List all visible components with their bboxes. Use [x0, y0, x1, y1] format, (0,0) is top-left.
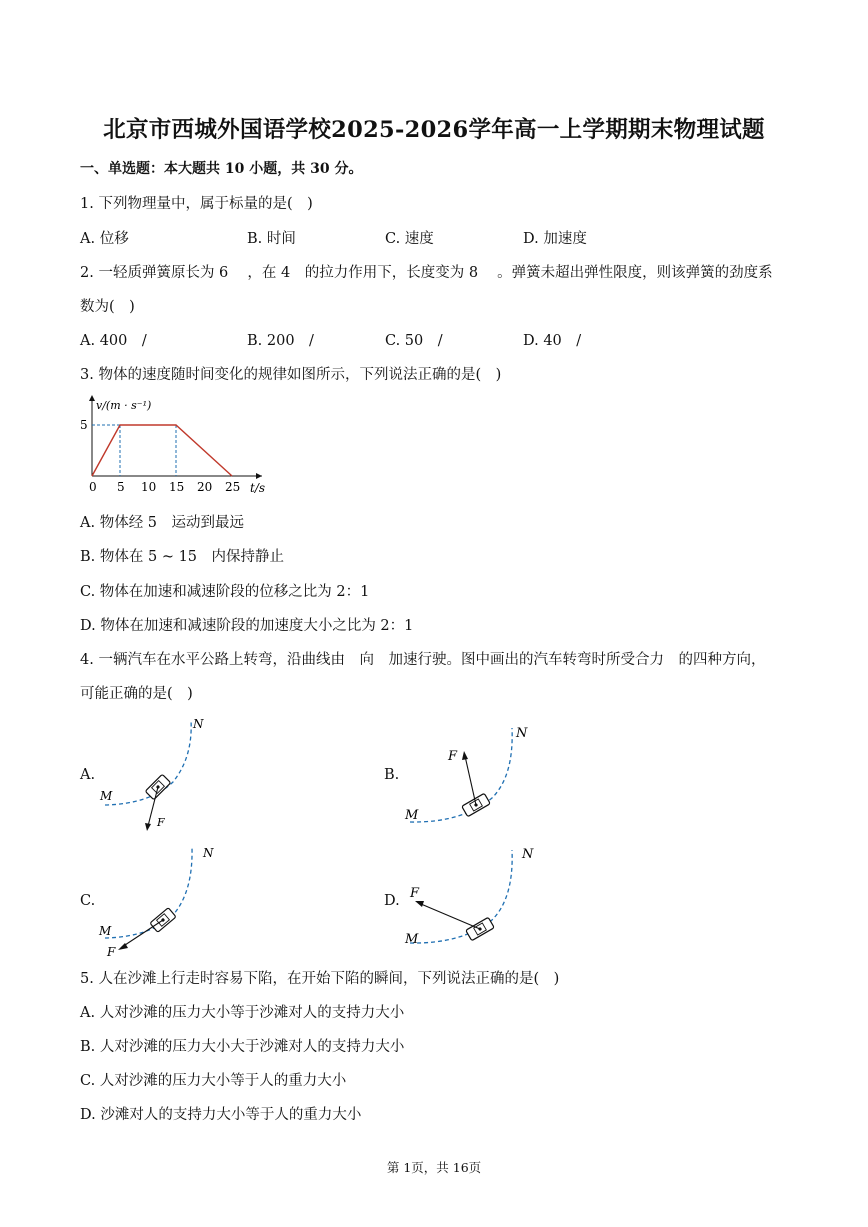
- label-f: F: [410, 886, 420, 901]
- x-tick-label: 0: [89, 480, 97, 494]
- question-2-stem-line1: 2. 一轻质弹簧原长为 6 ，在 4 的拉力作用下，长度变为 8 。弹簧未超出弹性限度，则该弹簧的劲度系: [80, 265, 773, 281]
- velocity-time-graph: [78, 392, 278, 500]
- page-footer: 第 1页，共 16页: [386, 1160, 482, 1175]
- q2-option-b: B. 200 /: [247, 333, 329, 349]
- label-n: N: [516, 726, 528, 741]
- q4-diagram-b: [400, 718, 550, 830]
- label-f: F: [448, 749, 458, 764]
- label-n: N: [203, 846, 214, 860]
- q4-option-b-label: B.: [384, 767, 400, 783]
- q5-option-c: C. 人对沙滩的压力大小等于人的重力大小: [80, 1073, 347, 1089]
- force-arrow: [122, 920, 163, 947]
- q5-option-b: B. 人对沙滩的压力大小大于沙滩对人的支持力大小: [80, 1039, 405, 1055]
- force-arrow: [421, 904, 480, 929]
- q2-option-d: D. 40 /: [523, 333, 596, 349]
- x-tick-label: 10: [141, 480, 157, 494]
- q2-option-a: A. 400 /: [80, 333, 162, 349]
- question-3-stem: 3. 物体的速度随时间变化的规律如图所示，下列说法正确的是( ): [80, 367, 502, 383]
- force-arrowhead: [415, 901, 424, 907]
- page-title: 北京市西城外国语学校2025-2026学年高一上学期期末物理试题: [103, 117, 765, 143]
- y-axis-arrow: [89, 395, 95, 401]
- q4-option-c-label: C.: [80, 893, 96, 909]
- q1-option-d: D. 加速度: [523, 231, 587, 247]
- q4-diagram-c: [95, 840, 225, 960]
- q3-option-d: D. 物体在加速和减速阶段的加速度大小之比为 2：1: [80, 618, 414, 634]
- q3-option-c: C. 物体在加速和减速阶段的位移之比为 2：1: [80, 584, 370, 600]
- q3-option-a: A. 物体经 5 运动到最远: [80, 515, 245, 531]
- data-series: [92, 425, 232, 476]
- label-n: N: [193, 717, 204, 731]
- guide-lines: [92, 425, 176, 476]
- q2-option-c: C. 50 /: [385, 333, 458, 349]
- q4-diagram-a: [95, 712, 225, 837]
- question-1-stem: 1. 下列物理量中，属于标量的是( ): [80, 196, 313, 212]
- section-heading: 一、单选题：本大题共 10 小题，共 30 分。: [80, 161, 363, 177]
- y-tick-label-5: 5: [80, 418, 88, 432]
- q1-option-b: B. 时间: [247, 231, 296, 247]
- label-m: M: [405, 932, 419, 947]
- curve-path: [410, 850, 512, 943]
- q5-option-a: A. 人对沙滩的压力大小等于沙滩对人的支持力大小: [80, 1005, 405, 1021]
- q3-option-b: B. 物体在 5 ~ 15 内保持静止: [80, 549, 285, 565]
- velocity-series-line: [92, 425, 232, 476]
- label-n: N: [522, 847, 534, 862]
- x-tick-label: 15: [169, 480, 185, 494]
- q4-option-d-label: D.: [384, 893, 400, 909]
- force-arrowhead: [145, 823, 151, 831]
- x-axis-arrow: [256, 473, 262, 479]
- x-tick-label: 25: [225, 480, 241, 494]
- label-f: F: [107, 945, 116, 959]
- tick-labels: [89, 480, 240, 494]
- x-tick-label: 20: [197, 480, 213, 494]
- question-5-stem: 5. 人在沙滩上行走时容易下陷，在开始下陷的瞬间，下列说法正确的是( ): [80, 971, 560, 987]
- q1-option-a: A. 位移: [80, 231, 129, 247]
- x-tick-label: 5: [117, 480, 125, 494]
- curve-path: [105, 848, 192, 938]
- question-4-stem-line2: 可能正确的是( ): [80, 686, 193, 702]
- question-4-stem-line1: 4. 一辆汽车在水平公路上转弯，沿曲线由 向 加速行驶。图中画出的汽车转弯时所受合力 的四种方向，: [80, 652, 766, 668]
- force-arrow: [465, 756, 476, 805]
- question-2-stem-line2: 数为( ): [80, 299, 135, 315]
- q4-option-a-label: A.: [80, 767, 96, 783]
- label-m: M: [99, 924, 112, 938]
- label-m: M: [405, 808, 419, 823]
- q5-option-d: D. 沙滩对人的支持力大小等于人的重力大小: [80, 1107, 362, 1123]
- q1-option-c: C. 速度: [385, 231, 434, 247]
- label-f: F: [157, 816, 165, 829]
- q4-diagram-d: [400, 840, 550, 952]
- y-axis-label: v/(m · s⁻¹): [96, 399, 152, 412]
- force-arrowhead: [462, 751, 468, 760]
- label-m: M: [100, 789, 113, 803]
- curve-path: [410, 728, 512, 822]
- x-axis-label: t/s: [250, 481, 266, 495]
